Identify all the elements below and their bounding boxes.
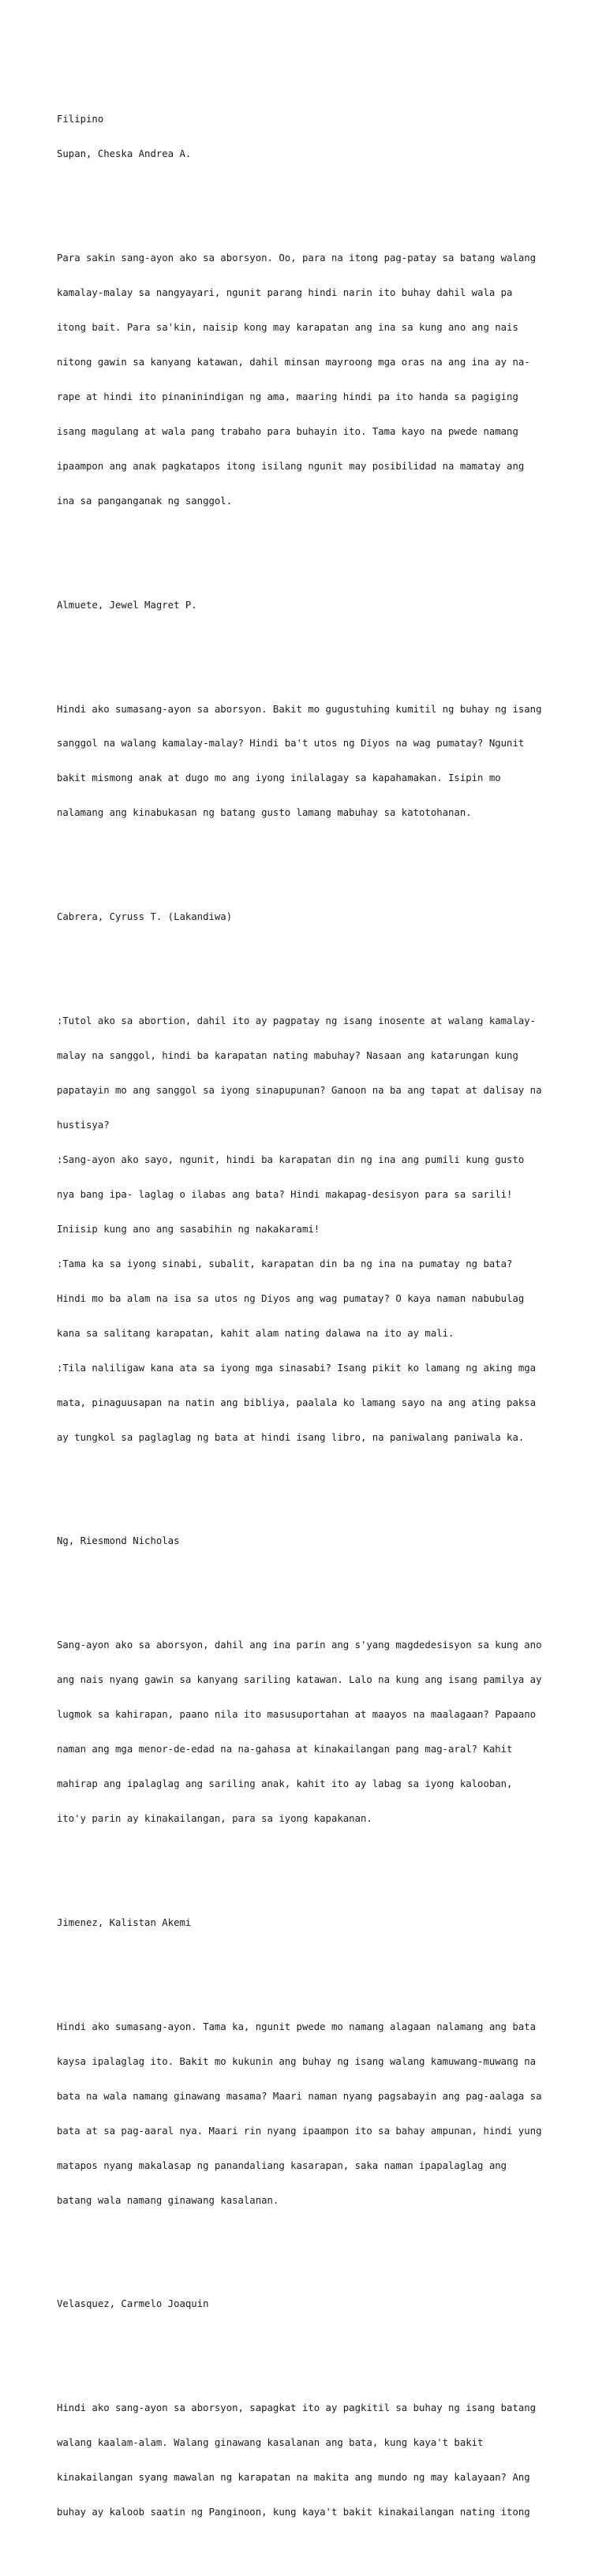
text-line: batang wala namang ginawang kasalanan. (57, 2194, 279, 2206)
text-line: Sang-ayon ako sa aborsyon, dahil ang ina parin ang s'yang magdedesisyon sa kung ano (57, 1639, 542, 1651)
author-name: Cabrera, Cyruss T. (Lakandiwa) (57, 911, 233, 923)
text-line: itong bait. Para sa'kin, naisip kong may karapatan ang ina sa kung ano ang nais (57, 322, 518, 334)
text-line: bata na wala namang ginawang masama? Maari naman nyang pagsabayin ang pag-aalaga sa (57, 2090, 542, 2102)
paragraph-cabrera (57, 993, 578, 1467)
document-header (57, 91, 578, 183)
text-line: mata, pinaguusapan na natin ang bibliya, paalala ko lamang sayo na ang ating paksa (57, 1396, 537, 1408)
text-line: nalamang ang kinabukasan ng batang gusto lamang mabuhay sa katotohanan. (57, 807, 472, 819)
author-name: Almuete, Jewel Magret P. (57, 599, 197, 611)
text-line: matapos nyang makalasap ng panandaliang kasarapan, saka naman ipapalaglag ang (57, 2159, 507, 2171)
text-line: walang kaalam-alam. Walang ginawang kasalanan ang bata, kung kaya't bakit (57, 2437, 484, 2449)
text-line: ipaampon ang anak pagkatapos itong isilang ngunit may posibilidad na mamatay ang (57, 460, 525, 472)
text-line: nya bang ipa- laglag o ilabas ang bata? Hindi makapag-desisyon para sa sarili! (57, 1188, 513, 1200)
text-line: papatayin mo ang sanggol sa iyong sinapupunan? Ganoon na ba ang tapat at dalisay na (57, 1085, 542, 1097)
text-line: hustisya? (57, 1120, 110, 1131)
paragraph-almuete (57, 680, 578, 842)
text-line: buhay ay kaloob saatin ng Panginoon, kung kaya't bakit kinakailangan nating itong (57, 2507, 530, 2518)
text-line: kana sa salitang karapatan, kahit alam nating dalawa na ito ay mali. (57, 1327, 454, 1339)
author-heading-cabrera (57, 888, 578, 946)
text-line: Para sakin sang-ayon ako sa aborsyon. Oo, para na itong pag-patay sa batang walang (57, 252, 537, 264)
text-line: nitong gawin sa kanyang katawan, dahil minsan mayroong mga oras na ang ina ay na- (57, 356, 530, 368)
text-line: Hindi ako sang-ayon sa aborsyon, sapagkat ito ay pagkitil sa buhay ng isang batang (57, 2402, 537, 2414)
paragraph-supan (57, 230, 578, 530)
text-line: bata at sa pag-aaral nya. Maari rin nyang ipaampon ito sa bahay ampunan, hindi yung (57, 2125, 542, 2137)
author-name: Velasquez, Carmelo Joaquin (57, 2298, 209, 2310)
author-heading-jimenez (57, 1894, 578, 1952)
author-heading-ng (57, 1512, 578, 1570)
text-line: naman ang mga menor-de-edad na na-gahasa at kinakailangan pang mag-aral? Kahit (57, 1744, 513, 1755)
paragraph-jimenez (57, 1998, 578, 2230)
text-line: kamalay-malay sa nangyayari, ngunit parang hindi narin ito buhay dahil wala pa (57, 287, 513, 299)
text-line: :Tila naliligaw kana ata sa iyong mga sinasabi? Isang pikit ko lamang ng aking mga (57, 1362, 537, 1374)
author-name: Ng, Riesmond Nicholas (57, 1535, 180, 1547)
text-line: Hindi ako sumasang-ayon. Tama ka, ngunit pwede mo namang alagaan nalamang ang bata (57, 2021, 537, 2032)
text-line: Hindi ako sumasang-ayon sa aborsyon. Bakit mo gugustuhing kumitil ng buhay ng isang (57, 703, 542, 715)
text-line: kaysa ipalaglag ito. Bakit mo kukunin ang buhay ng isang walang kamuwang-muwang na (57, 2055, 537, 2067)
text-line: :Tama ka sa iyong sinabi, subalit, karapatan din ba ng ina na pumatay ng bata? (57, 1258, 513, 1269)
author-name: Jimenez, Kalistan Akemi (57, 1916, 192, 1928)
author-heading-almuete (57, 576, 578, 634)
paragraph-ng (57, 1617, 578, 1848)
text-line: malay na sanggol, hindi ba karapatan nating mabuhay? Nasaan ang katarungan kung (57, 1050, 518, 1062)
text-line: bakit mismong anak at dugo mo ang iyong inilalagay sa kapahamakan. Isipin mo (57, 772, 501, 784)
text-line: ina sa panganganak ng sanggol. (57, 495, 233, 507)
text-line: lugmok sa kahirapan, paano nila ito masusuportahan at maayos na maalagaan? Papaano (57, 1709, 537, 1721)
paragraph-velasquez (57, 2380, 578, 2541)
text-line: Hindi mo ba alam na isa sa utos ng Diyos ang wag pumatay? O kaya naman nabubulag (57, 1292, 525, 1304)
author-heading-velasquez (57, 2275, 578, 2333)
text-line: :Tutol ako sa abortion, dahil ito ay pagpatay ng isang inosente at walang kamalay- (57, 1015, 537, 1027)
text-line: ang nais nyang gawin sa kanyang sariling katawan. Lalo na kung ang isang pamilya ay (57, 1674, 542, 1686)
text-line: isang magulang at wala pang trabaho para buhayin ito. Tama kayo na pwede namang (57, 425, 518, 437)
text-line: mahirap ang ipalaglag ang sariling anak, kahit ito ay labag sa iyong kalooban, (57, 1778, 513, 1790)
text-line: :Sang-ayon ako sayo, ngunit, hindi ba karapatan din ng ina ang pumili kung gusto (57, 1153, 525, 1165)
text-line: ito'y parin ay kinakailangan, para sa iyong kapakanan. (57, 1813, 372, 1825)
text-line: rape at hindi ito pinaninindigan ng ama, maaring hindi pa ito handa sa pagiging (57, 391, 518, 402)
text-line: kinakailangan syang mawalan ng karapatan na makita ang mundo ng may kalayaan? Ang (57, 2472, 530, 2484)
subject-label: Filipino (57, 114, 104, 125)
author-name: Supan, Cheska Andrea A. (57, 148, 192, 160)
document-page (57, 56, 578, 2576)
text-line: sanggol na walang kamalay-malay? Hindi ba't utos ng Diyos na wag pumatay? Ngunit (57, 738, 525, 750)
text-line: Iniisip kung ano ang sasabihin ng nakakarami! (57, 1223, 320, 1235)
text-line: ay tungkol sa paglaglag ng bata at hindi isang libro, na paniwalang paniwala ka. (57, 1431, 525, 1443)
